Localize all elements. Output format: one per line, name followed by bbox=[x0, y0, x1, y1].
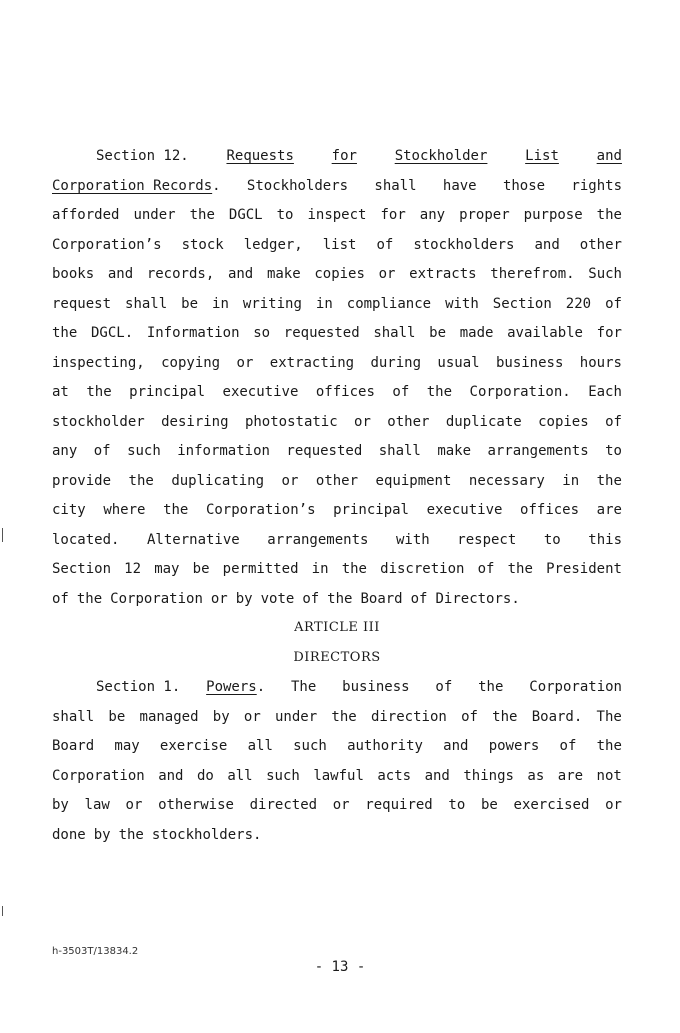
word: discretion bbox=[380, 561, 465, 577]
article-heading: ARTICLE III bbox=[294, 620, 380, 635]
word: hours bbox=[579, 354, 622, 371]
word: Section bbox=[492, 295, 552, 312]
word: Alternative bbox=[147, 531, 240, 548]
word: otherwise bbox=[158, 797, 234, 813]
word: city bbox=[52, 502, 86, 518]
word: the bbox=[86, 384, 112, 400]
scan-margin-mark bbox=[2, 528, 3, 542]
word: the bbox=[128, 472, 154, 489]
word: Each bbox=[588, 384, 622, 400]
word: necessary bbox=[468, 472, 545, 489]
word: the bbox=[596, 738, 622, 754]
text-line bbox=[52, 260, 622, 290]
word: the bbox=[596, 207, 622, 223]
word: of bbox=[559, 738, 577, 754]
word: extracting bbox=[269, 354, 355, 371]
word: managed bbox=[139, 708, 199, 725]
word: the bbox=[478, 679, 504, 695]
word: list bbox=[322, 236, 357, 253]
word: during bbox=[370, 354, 422, 371]
word: business bbox=[495, 354, 564, 371]
section-1-paragraph bbox=[52, 673, 622, 850]
word: by bbox=[235, 590, 253, 607]
word: to bbox=[605, 443, 622, 459]
word: Corporation. bbox=[469, 384, 571, 400]
scan-margin-mark bbox=[2, 906, 3, 916]
text-line bbox=[52, 821, 622, 851]
word: the bbox=[596, 472, 622, 489]
word: Board. bbox=[531, 708, 583, 725]
word: information bbox=[177, 443, 270, 459]
word: any bbox=[419, 207, 446, 223]
punctuation: . bbox=[212, 177, 221, 194]
word: records, bbox=[146, 266, 215, 282]
word: Stockholder bbox=[394, 148, 488, 164]
word: purpose bbox=[523, 207, 583, 223]
word: required bbox=[365, 797, 433, 813]
punctuation: . bbox=[256, 679, 266, 695]
word: copying bbox=[161, 354, 221, 371]
word: therefrom. bbox=[490, 266, 575, 282]
word: Section 1. bbox=[96, 679, 181, 695]
word: Corporation bbox=[110, 590, 203, 607]
word: make bbox=[437, 443, 472, 459]
word: be bbox=[108, 708, 126, 725]
word: books bbox=[52, 266, 95, 282]
word: ledger, bbox=[243, 236, 303, 253]
word: with bbox=[445, 295, 479, 312]
word: principal bbox=[129, 384, 206, 400]
word: Corporation bbox=[52, 767, 145, 784]
word: not bbox=[596, 767, 622, 784]
word: so bbox=[253, 325, 271, 341]
word: duplicate bbox=[445, 413, 522, 430]
word: by bbox=[93, 826, 111, 843]
word: of bbox=[605, 295, 622, 312]
text-line bbox=[52, 349, 622, 379]
word: Such bbox=[588, 266, 622, 282]
word: be bbox=[181, 295, 199, 312]
word: offices bbox=[315, 384, 375, 400]
word: of bbox=[52, 590, 69, 607]
text-line bbox=[52, 703, 622, 733]
word: Board bbox=[52, 738, 95, 754]
word: to bbox=[543, 531, 561, 548]
text-line bbox=[52, 378, 622, 408]
word: the bbox=[331, 708, 357, 725]
word: shall bbox=[373, 325, 416, 341]
word: exercised bbox=[513, 797, 590, 813]
word: other bbox=[579, 236, 622, 253]
text-line bbox=[52, 172, 622, 202]
word: have bbox=[442, 177, 477, 194]
text-line bbox=[52, 319, 622, 349]
word: or bbox=[605, 797, 622, 813]
word: under bbox=[275, 708, 318, 725]
word: by bbox=[212, 708, 230, 725]
word: made bbox=[459, 325, 494, 341]
word: as bbox=[527, 767, 545, 784]
word: law bbox=[84, 797, 110, 813]
word: The bbox=[596, 708, 622, 725]
text-line bbox=[52, 555, 622, 585]
word: Powers bbox=[206, 679, 257, 695]
word: provide bbox=[52, 472, 112, 489]
word: such bbox=[266, 767, 300, 784]
word: the bbox=[189, 207, 215, 223]
word: in bbox=[311, 561, 329, 577]
word: Section bbox=[52, 561, 112, 577]
word: the bbox=[426, 384, 453, 400]
word: and bbox=[596, 148, 622, 164]
article-title: DIRECTORS bbox=[293, 650, 381, 665]
word: 12 bbox=[124, 561, 142, 577]
word: with bbox=[396, 531, 430, 548]
word: things bbox=[463, 767, 514, 784]
word: photostatic bbox=[244, 413, 338, 430]
word: authority bbox=[347, 738, 423, 754]
text-line bbox=[52, 762, 622, 792]
word: President bbox=[546, 561, 622, 577]
word: arrangements bbox=[487, 443, 589, 459]
text-line bbox=[52, 408, 622, 438]
word: inspect bbox=[307, 207, 367, 223]
word: shall bbox=[125, 295, 168, 312]
word: for bbox=[380, 207, 406, 223]
word: in bbox=[562, 472, 580, 489]
word: Board bbox=[360, 590, 403, 607]
word: or bbox=[354, 413, 371, 430]
word: Corporation’s bbox=[52, 236, 162, 253]
word: stock bbox=[181, 236, 224, 253]
text-line bbox=[52, 201, 622, 231]
word: such bbox=[127, 443, 161, 459]
word: be bbox=[480, 797, 498, 813]
text-line bbox=[52, 526, 622, 556]
word: the bbox=[52, 325, 78, 341]
word: equipment bbox=[375, 472, 452, 489]
text-line bbox=[52, 496, 622, 526]
word: writing bbox=[242, 295, 302, 312]
word: shall bbox=[52, 708, 95, 725]
word: lawful bbox=[313, 767, 364, 784]
word: do bbox=[196, 767, 214, 784]
word: powers bbox=[488, 738, 540, 754]
word: of bbox=[435, 679, 453, 695]
text-line bbox=[52, 791, 622, 821]
word: Information bbox=[146, 325, 240, 341]
word: other bbox=[315, 472, 359, 489]
word: executive bbox=[222, 384, 299, 400]
word: done bbox=[52, 826, 86, 843]
word: or bbox=[378, 266, 396, 282]
word: stockholders. bbox=[151, 826, 262, 843]
document-id: h-3503T/13834.2 bbox=[52, 946, 139, 957]
word: compliance bbox=[346, 295, 432, 312]
word: List bbox=[525, 148, 559, 164]
word: the bbox=[118, 826, 144, 843]
text-line bbox=[52, 673, 622, 703]
text-line bbox=[52, 467, 622, 497]
word: of bbox=[461, 708, 478, 725]
word: executive bbox=[426, 502, 503, 518]
word: and bbox=[227, 266, 254, 282]
word: of bbox=[605, 413, 622, 430]
text-line bbox=[52, 732, 622, 762]
text-line bbox=[52, 142, 622, 172]
word: the bbox=[492, 708, 518, 725]
word: inspecting, bbox=[52, 354, 145, 371]
word: Corporation bbox=[529, 679, 622, 695]
word: or bbox=[125, 797, 143, 813]
word: requested bbox=[286, 443, 363, 459]
word: Directors. bbox=[435, 590, 520, 607]
word: The bbox=[291, 679, 317, 695]
word: Corporation Records bbox=[52, 177, 213, 194]
word: copies bbox=[538, 413, 589, 430]
word: be bbox=[192, 561, 210, 577]
word: may bbox=[114, 738, 140, 754]
word: and bbox=[107, 266, 134, 282]
word: respect bbox=[457, 531, 517, 548]
text-line bbox=[52, 231, 622, 261]
word: in bbox=[315, 295, 333, 312]
word: stockholder bbox=[52, 413, 145, 430]
word: the bbox=[163, 502, 189, 518]
word: DGCL bbox=[228, 207, 263, 223]
word: to bbox=[276, 207, 294, 223]
text-line bbox=[52, 290, 622, 320]
word: located. bbox=[52, 531, 120, 548]
word: or bbox=[281, 472, 299, 489]
word: stockholders bbox=[413, 236, 515, 253]
word: and bbox=[534, 236, 560, 253]
word: other bbox=[387, 413, 430, 430]
word: exercise bbox=[159, 738, 228, 754]
word: of bbox=[376, 236, 394, 253]
word: for bbox=[596, 325, 622, 341]
word: afforded bbox=[52, 207, 120, 223]
word: and bbox=[424, 767, 450, 784]
word: be bbox=[429, 325, 447, 341]
word: shall bbox=[378, 443, 421, 459]
word: of bbox=[392, 384, 410, 400]
word: direction bbox=[370, 708, 447, 725]
word: usual bbox=[437, 354, 480, 371]
word: business bbox=[342, 679, 410, 695]
word: 220 bbox=[565, 295, 592, 312]
word: the bbox=[327, 590, 353, 607]
word: shall bbox=[374, 177, 417, 194]
word: make bbox=[266, 266, 301, 282]
text-line bbox=[52, 585, 622, 615]
word: in bbox=[212, 295, 229, 312]
word: such bbox=[293, 738, 327, 754]
word: directed bbox=[249, 797, 318, 813]
word: are bbox=[596, 502, 622, 518]
word: principal bbox=[333, 502, 409, 518]
word: where bbox=[103, 502, 146, 518]
word: arrangements bbox=[267, 531, 369, 548]
word: to bbox=[448, 797, 466, 813]
word: for bbox=[331, 148, 357, 164]
word bbox=[52, 172, 221, 202]
word: of bbox=[477, 561, 495, 577]
word: or bbox=[210, 590, 228, 607]
word: any bbox=[52, 443, 78, 459]
word: extracts bbox=[409, 266, 477, 282]
word: copies bbox=[314, 266, 365, 282]
word: Corporation’s bbox=[205, 502, 316, 518]
word: Requests bbox=[226, 148, 294, 164]
word: permitted bbox=[222, 561, 299, 577]
word: by bbox=[52, 797, 69, 813]
word: of bbox=[93, 443, 111, 459]
word: of bbox=[302, 590, 320, 607]
word: duplicating bbox=[171, 472, 265, 489]
word: are bbox=[557, 767, 584, 784]
word: those bbox=[502, 177, 546, 194]
word: and bbox=[443, 738, 469, 754]
word: Section 12. bbox=[96, 148, 189, 164]
word: or bbox=[332, 797, 350, 813]
word: desiring bbox=[161, 413, 229, 430]
word: may bbox=[154, 561, 180, 577]
word: the bbox=[341, 561, 367, 577]
page-number: - 13 - bbox=[314, 959, 366, 975]
word: and bbox=[158, 767, 184, 784]
word: offices bbox=[520, 502, 580, 518]
word: the bbox=[507, 561, 533, 577]
word: vote bbox=[260, 590, 295, 607]
word: or bbox=[236, 354, 254, 371]
word: request bbox=[52, 295, 112, 312]
word: DGCL. bbox=[90, 325, 134, 341]
word: at bbox=[52, 384, 69, 400]
word: acts bbox=[377, 767, 412, 784]
word: all bbox=[247, 738, 273, 754]
word: all bbox=[227, 767, 253, 784]
word: the bbox=[76, 590, 103, 607]
text-line bbox=[52, 437, 622, 467]
word: requested bbox=[283, 325, 360, 341]
word: available bbox=[507, 325, 583, 341]
word: Stockholders bbox=[246, 177, 349, 194]
word: proper bbox=[459, 207, 510, 223]
word: of bbox=[410, 590, 428, 607]
section-12-paragraph bbox=[52, 142, 622, 614]
word: rights bbox=[571, 177, 622, 194]
word bbox=[206, 673, 265, 703]
word: or bbox=[243, 708, 261, 725]
word: this bbox=[588, 531, 622, 548]
word: under bbox=[133, 207, 176, 223]
